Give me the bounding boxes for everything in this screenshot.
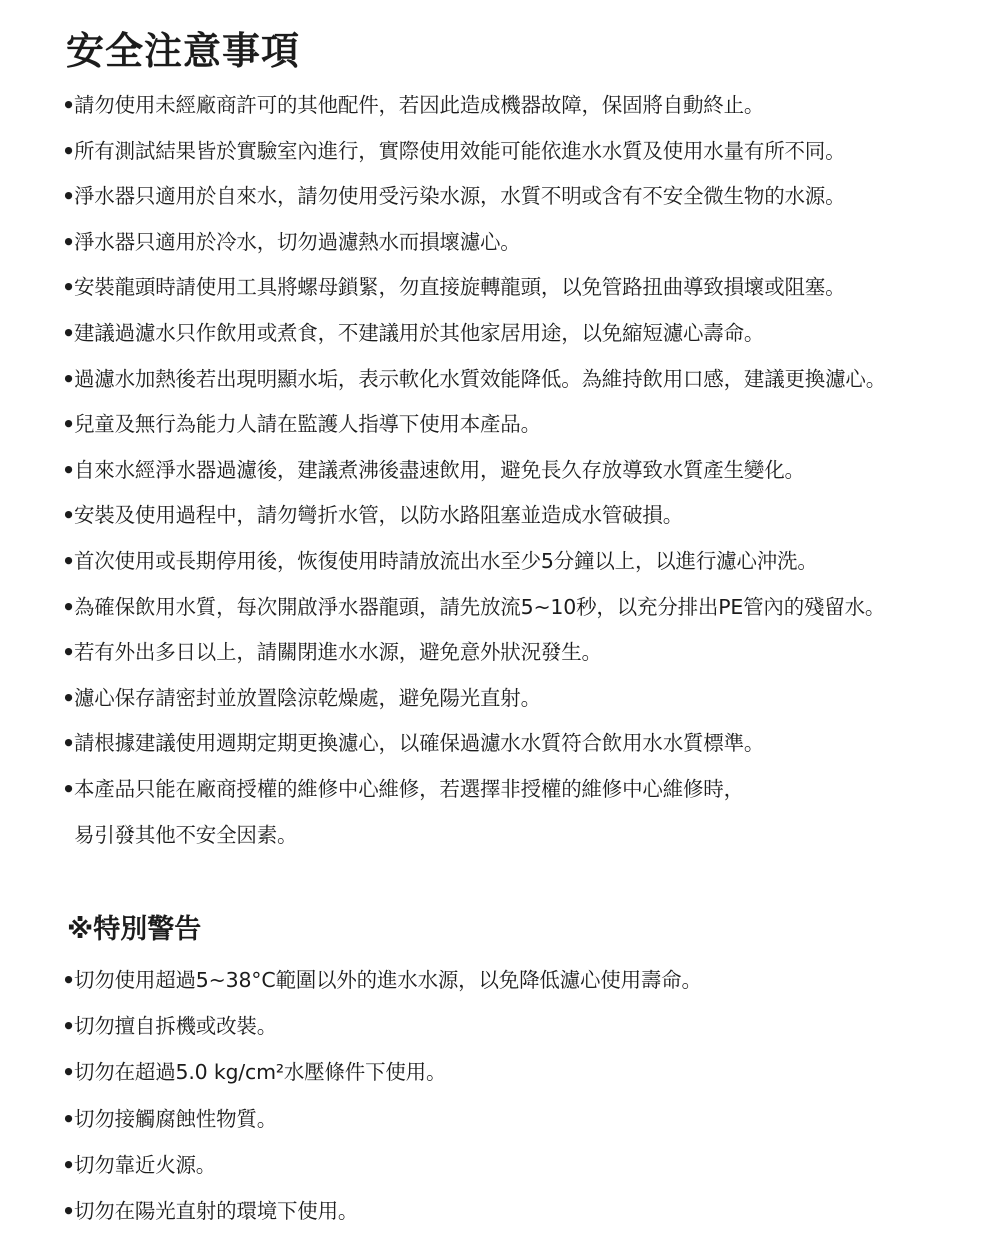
bullet: • bbox=[62, 1106, 76, 1131]
list-item bbox=[62, 1188, 987, 1234]
special-warning-heading: ※特別警告 bbox=[67, 914, 202, 945]
bullet: • bbox=[62, 640, 76, 665]
list-item-text: 所有測試結果皆於實驗室內進行，實際使用效能可能依進水水質及使用水量有所不同。 bbox=[74, 138, 846, 163]
bullet: • bbox=[62, 594, 76, 619]
list-item bbox=[62, 767, 987, 858]
bullet: • bbox=[62, 731, 76, 756]
list-item-text: 濾心保存請密封並放置陰涼乾燥處，避免陽光直射。 bbox=[74, 685, 541, 710]
list-item bbox=[62, 357, 987, 403]
bullet: • bbox=[62, 320, 76, 345]
list-item bbox=[62, 83, 987, 129]
list-item-text: 切勿接觸腐蝕性物質。 bbox=[74, 1106, 277, 1131]
list-item-text: 兒童及無行為能力人請在監護人指導下使用本產品。 bbox=[74, 412, 541, 437]
list-item bbox=[62, 1142, 987, 1188]
bullet: • bbox=[62, 93, 76, 117]
bullet: • bbox=[62, 503, 76, 528]
list-item bbox=[62, 493, 987, 539]
list-item bbox=[62, 220, 987, 266]
list-item-text: 切勿在超過5.0 kg/cm²水壓條件下使用。 bbox=[74, 1060, 447, 1085]
page-title: 安全注意事項 bbox=[66, 29, 301, 73]
special-warning-list bbox=[62, 957, 987, 1234]
bullet: • bbox=[62, 1014, 76, 1039]
list-item bbox=[62, 1049, 987, 1095]
list-item-text: 淨水器只適用於冷水，切勿過濾熱水而損壞濾心。 bbox=[74, 229, 521, 254]
list-item-line: 易引發其他不安全因素。 bbox=[74, 822, 298, 847]
list-item-text: 切勿擅自拆機或改裝。 bbox=[74, 1014, 277, 1039]
list-item bbox=[62, 129, 987, 175]
bullet: • bbox=[62, 412, 76, 437]
list-item bbox=[62, 448, 987, 494]
bullet: • bbox=[62, 275, 76, 300]
list-item-text: 請勿使用未經廠商許可的其他配件，若因此造成機器故障，保固將自動終止。 bbox=[74, 93, 765, 117]
list-item-text: 為確保飲用水質，每次開啟淨水器龍頭，請先放流5~10秒，以充分排出PE管內的殘留水。 bbox=[74, 594, 886, 619]
list-item bbox=[62, 539, 987, 585]
list-item-text: 建議過濾水只作飲用或煮食，不建議用於其他家居用途，以免縮短濾心壽命。 bbox=[74, 320, 765, 345]
list-item-text: 首次使用或長期停用後，恢復使用時請放流出水至少5分鐘以上，以進行濾心沖洗。 bbox=[74, 548, 818, 573]
list-item bbox=[62, 630, 987, 676]
bullet: • bbox=[62, 776, 76, 801]
list-item bbox=[62, 311, 987, 357]
list-item-text: 切勿靠近火源。 bbox=[74, 1152, 217, 1177]
list-item bbox=[62, 1096, 987, 1142]
bullet: • bbox=[62, 457, 76, 482]
safety-notice-list bbox=[62, 83, 987, 858]
list-item bbox=[62, 957, 987, 1003]
list-item bbox=[62, 585, 987, 631]
bullet: • bbox=[62, 184, 76, 209]
list-item-text: 若有外出多日以上，請關閉進水水源，避免意外狀況發生。 bbox=[74, 640, 602, 665]
list-item bbox=[62, 174, 987, 220]
list-item-text: 自來水經淨水器過濾後，建議煮沸後盡速飲用，避免長久存放導致水質產生變化。 bbox=[74, 457, 805, 482]
bullet: • bbox=[62, 968, 76, 992]
bullet: • bbox=[62, 685, 76, 710]
list-item-text: 切勿在陽光直射的環境下使用。 bbox=[74, 1198, 359, 1223]
list-item bbox=[62, 721, 987, 767]
list-item-text: 過濾水加熱後若出現明顯水垢，表示軟化水質效能降低。為維持飲用口感，建議更換濾心。 bbox=[74, 366, 886, 391]
list-item-text: 安裝及使用過程中，請勿彎折水管，以防水路阻塞並造成水管破損。 bbox=[74, 503, 683, 528]
bullet: • bbox=[62, 366, 76, 391]
list-item-line: 本產品只能在廠商授權的維修中心維修，若選擇非授權的維修中心維修時， bbox=[74, 776, 744, 801]
list-item bbox=[62, 265, 987, 311]
bullet: • bbox=[62, 1152, 76, 1177]
list-item-text: 請根據建議使用週期定期更換濾心，以確保過濾水水質符合飲用水水質標準。 bbox=[74, 731, 765, 756]
list-item-text: 安裝龍頭時請使用工具將螺母鎖緊，勿直接旋轉龍頭，以免管路扭曲導致損壞或阻塞。 bbox=[74, 275, 846, 300]
list-item bbox=[62, 676, 987, 722]
list-item-text bbox=[74, 767, 987, 858]
list-item bbox=[62, 1003, 987, 1049]
bullet: • bbox=[62, 1060, 76, 1085]
bullet: • bbox=[62, 229, 76, 254]
bullet: • bbox=[62, 1198, 76, 1223]
list-item-text: 切勿使用超過5~38°C範圍以外的進水水源，以免降低濾心使用壽命。 bbox=[74, 968, 702, 992]
bullet: • bbox=[62, 138, 76, 163]
list-item-text: 淨水器只適用於自來水，請勿使用受污染水源，水質不明或含有不安全微生物的水源。 bbox=[74, 184, 846, 209]
bullet: • bbox=[62, 548, 76, 573]
list-item bbox=[62, 402, 987, 448]
